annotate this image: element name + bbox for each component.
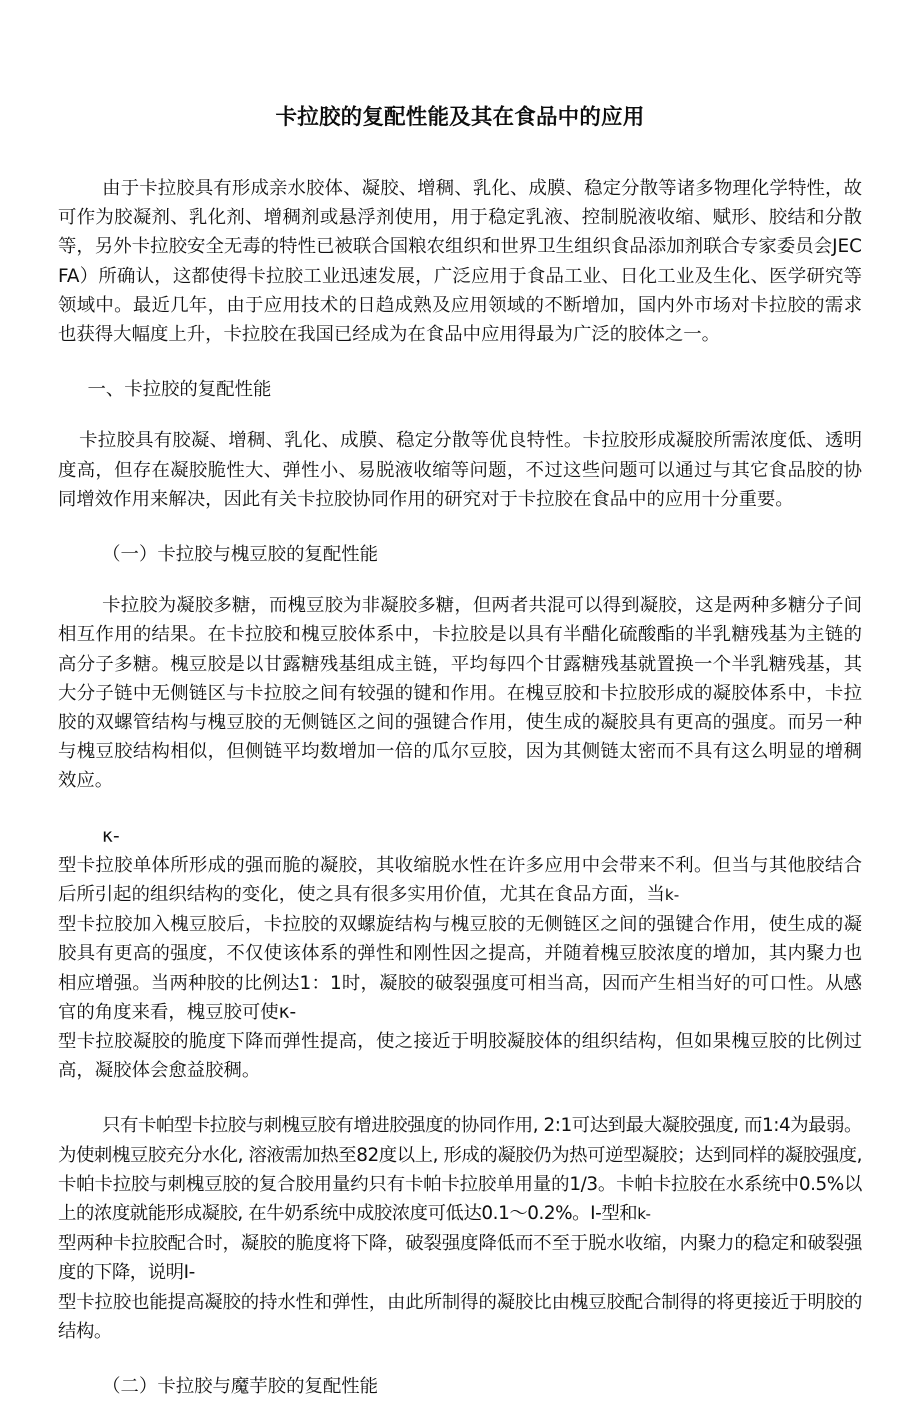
paragraph-2-fragment-a: 型卡拉胶单体所形成的强而脆的凝胶，其收缩脱水性在许多应用中会带来不利。但当与其他胶结合后所引起的组织结构的变化，使之具有很多实用价值，尤其在食品方面，当 bbox=[58, 854, 862, 905]
spacer-6 bbox=[58, 1085, 862, 1111]
paragraph-3-fragment-c: 型两种卡拉胶配合时，凝胶的脆度将下降，破裂强度降低而不至于脱水收缩，内聚力的稳定和破裂强度的下降，说明 bbox=[58, 1233, 862, 1284]
paragraph-3-fragment-d: 型卡拉胶也能提高凝胶的持水性和弹性，由此所制得的凝胶比由槐豆胶配合制得的将更接近于明胶的结构。 bbox=[58, 1291, 862, 1342]
subsection-one-heading: （一）卡拉胶与槐豆胶的复配性能 bbox=[102, 543, 379, 565]
iota-inline-2: I- bbox=[183, 1262, 195, 1284]
section-heading-one: 一、卡拉胶的复配性能 bbox=[87, 379, 272, 401]
section-one-paragraph: 卡拉胶具有胶凝、增稠、乳化、成膜、稳定分散等优良特性。卡拉胶形成凝胶所需浓度低、透明度高，但存在凝胶脆性大、弹性小、易脱液收缩等问题，不过这些问题可以通过与其它食品胶的协同增效作用来解决，因此有关卡拉胶协同作用的研究对于卡拉胶在食品中的应用十分重要。 bbox=[58, 430, 862, 510]
iota-inline-1: I- bbox=[590, 1203, 602, 1225]
document-content bbox=[58, 0, 862, 1401]
spacer-4 bbox=[58, 569, 862, 591]
page-title: 卡拉胶的复配性能及其在食品中的应用 bbox=[275, 105, 645, 130]
subsection-two-heading: （二）卡拉胶与魔芋胶的复配性能 bbox=[102, 1376, 379, 1398]
spacer-2 bbox=[58, 404, 862, 426]
spacer-after-title bbox=[58, 132, 862, 174]
paragraph-2-fragment-b: 型卡拉胶加入槐豆胶后，卡拉胶的双螺旋结构与槐豆胶的无侧链区之间的强键合作用，使生成的凝胶具有更高的强度，不仅使该体系的弹性和刚性因之提高，并随着槐豆胶浓度的增加，其内聚力也相应增强。当两种胶的比例达1：1时，凝胶的破裂强度可相当高，因而产生相当好的可口性。从感官的角度来看，槐豆胶可使 bbox=[58, 914, 862, 1023]
spacer-1 bbox=[58, 349, 862, 375]
subsection-one-paragraph-3 bbox=[58, 1111, 862, 1346]
kappa-inline-3: k- bbox=[637, 1205, 651, 1224]
subsection-one-paragraph-1: 卡拉胶为凝胶多糖，而槐豆胶为非凝胶多糖，但两者共混可以得到凝胶，这是两种多糖分子间相互作用的结果。在卡拉胶和槐豆胶体系中，卡拉胶是以具有半醋化硫酸酯的半乳糖残基为主链的高分子多糖。槐豆胶是以甘露糖残基组成主链，平均每四个甘露糖残基就置换一个半乳糖残基，其大分子链中无侧链区与卡拉胶之间有较强的键和作用。在槐豆胶和卡拉胶形成的凝胶体系中，卡拉胶的双螺管结构与槐豆胶的无侧链区之间的强键合作用，使生成的凝胶具有更高的强度。而另一种与槐豆胶结构相似，但侧链平均数增加一倍的瓜尔豆胶，因为其侧链太密而不具有这么明显的增稠效应。 bbox=[58, 595, 862, 792]
spacer-7 bbox=[58, 1346, 862, 1372]
kappa-inline-2: κ- bbox=[278, 1001, 297, 1023]
intro-paragraph: 由于卡拉胶具有形成亲水胶体、凝胶、增稠、乳化、成膜、稳定分散等诸多物理化学特性，故可作为胶凝剂、乳化剂、增稠剂或悬浮剂使用，用于稳定乳液、控制脱液收缩、赋形、胶结和分散等，另外卡拉胶安全无毒的特性已被联合国粮农组织和世界卫生组织食品添加剂联合专家委员会JECFA）所确认，这都使得卡拉胶工业迅速发展，广泛应用于食品工业、日化工业及生化、医学研究等领域中。最近几年，由于应用技术的日趋成熟及应用领域的不断增加，国内外市场对卡拉胶的需求也获得大幅度上升，卡拉胶在我国已经成为在食品中应用得最为广泛的胶体之一。 bbox=[58, 177, 862, 345]
paragraph-2-fragment-c: 型卡拉胶凝胶的脆度下降而弹性提高，使之接近于明胶凝胶体的组织结构，但如果槐豆胶的比例过高，凝胶体会愈益胶稠。 bbox=[58, 1031, 862, 1082]
spacer-3 bbox=[58, 514, 862, 540]
spacer-5 bbox=[58, 796, 862, 822]
paragraph-3-fragment-b: 型和 bbox=[601, 1203, 638, 1225]
paragraph-3-fragment-a: 只有卡帕型卡拉胶与刺槐豆胶有增进胶强度的协同作用, 2:1可达到最大凝胶强度, 而1:4为最弱。为使刺槐豆胶充分水化, 溶液需加热至82度以上, 形成的凝胶仍为热可逆型凝胶；达到同样的凝胶强度, 卡帕卡拉胶与刺槐豆胶的复合胶用量约只有卡帕卡拉胶单用量的1/3。卡帕卡拉胶在水系统中0.5%以上的浓度就能形成凝胶, 在牛奶系统中成胶浓度可低达0.1〜0.2%。 bbox=[58, 1115, 862, 1225]
subsection-one-paragraph-2 bbox=[58, 851, 862, 1086]
kappa-inline-1: k- bbox=[664, 886, 680, 904]
kappa-symbol-line: κ- bbox=[102, 825, 120, 847]
